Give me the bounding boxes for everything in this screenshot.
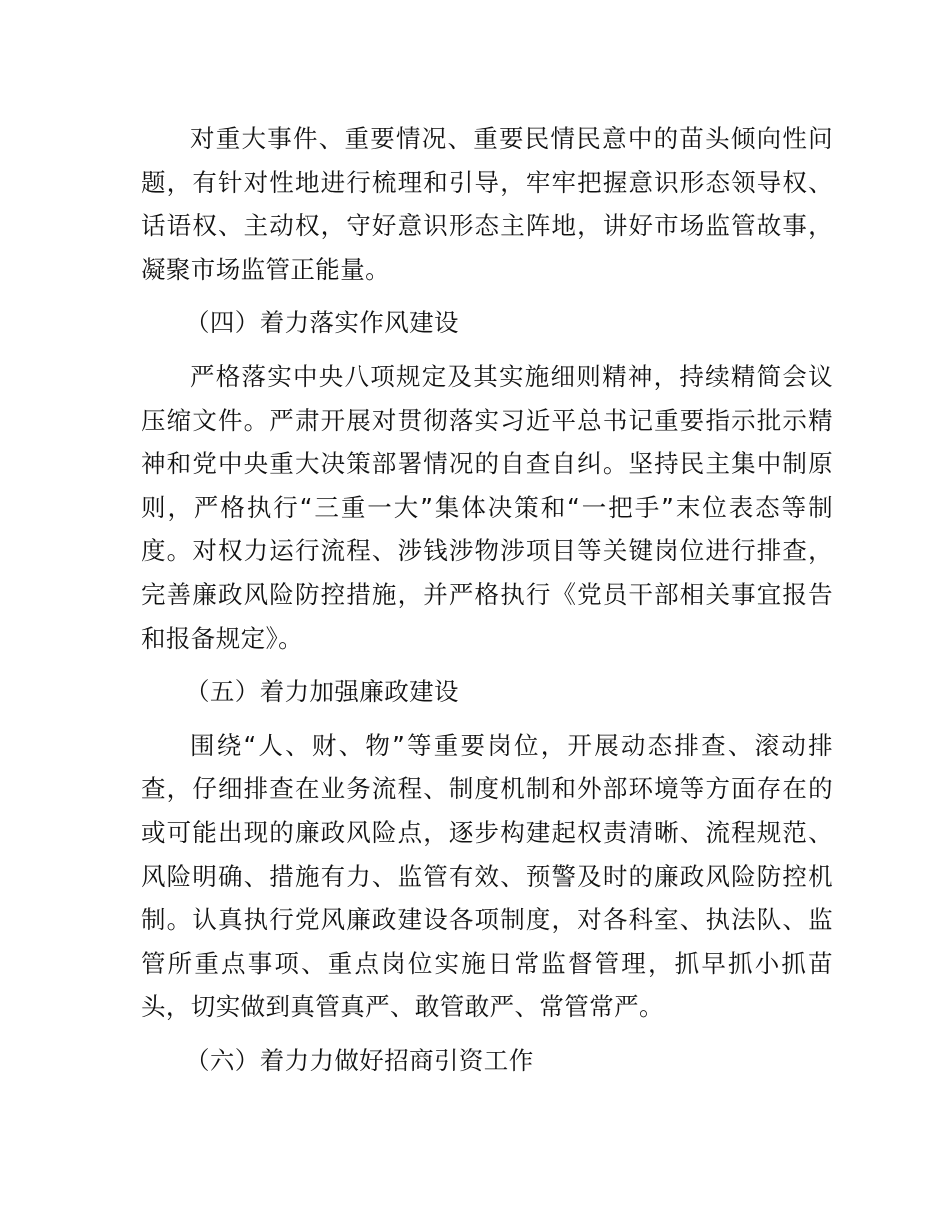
section-heading-4: （四）着力落实作风建设: [185, 308, 459, 338]
paragraph-work-style: 严格落实中央八项规定及其实施细则精神，持续精简会议压缩文件。严肃开展对贯彻落实习近平总书记重要指示批示精神和党中央重大决策部署情况的自查自纠。坚持民主集中制原则，严格执行“三重一大”集体决策和“一把手”末位表态等制度。对权力运行流程、涉钱涉物涉项目等关键岗位进行排查，完善廉政风险防控措施，并严格执行《党员干部相关事宜报告和报备规定》。: [141, 361, 833, 653]
paragraph-ideology: 对重大事件、重要情况、重要民情民意中的苗头倾向性问题，有针对性地进行梳理和引导，牢牢把握意识形态领导权、话语权、主动权，守好意识形态主阵地，讲好市场监管故事，凝聚市场监管正能量。: [141, 124, 833, 284]
section-heading-5: （五）着力加强廉政建设: [185, 677, 459, 707]
section-heading-6: （六）着力力做好招商引资工作: [185, 1045, 534, 1075]
document-body: [141, 117, 833, 1082]
paragraph-integrity: 围绕“人、财、物”等重要岗位，开展动态排查、滚动排查，仔细排查在业务流程、制度机制和外部环境等方面存在的或可能出现的廉政风险点，逐步构建起权责清晰、流程规范、风险明确、措施有力、监管有效、预警及时的廉政风险防控机制。认真执行党风廉政建设各项制度，对各科室、执法队、监管所重点事项、重点岗位实施日常监督管理，抓早抓小抓苗头，切实做到真管真严、敢管敢严、常管常严。: [141, 730, 833, 1022]
